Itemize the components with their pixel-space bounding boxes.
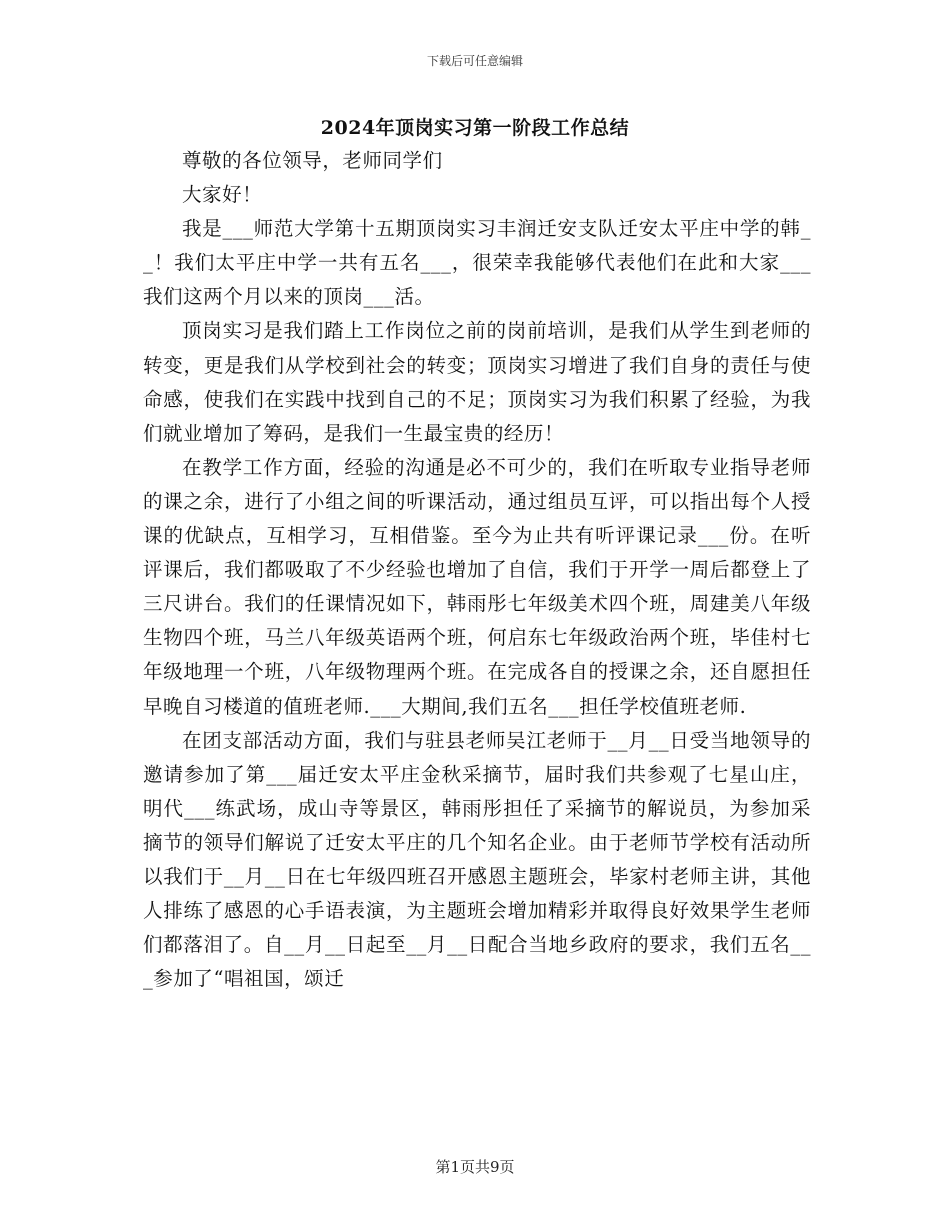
document-body (143, 144, 811, 996)
intro-paragraph: 我是___师范大学第十五期顶岗实习丰润迁安支队迁安太平庄中学的韩__！我们太平庄中学一共有五名___，很荣幸我能够代表他们在此和大家___我们这两个月以来的顶岗___活。 (143, 217, 811, 309)
page-footer-number: 第1页共9页 (435, 1158, 515, 1176)
salutation-paragraph: 尊敬的各位领导，老师同学们 (182, 149, 443, 172)
league-activities-paragraph: 在团支部活动方面，我们与驻县老师吴江老师于__月__日受当地领导的邀请参加了第___届迁安太平庄金秋采摘节，届时我们共参观了七星山庄，明代___练武场，成山寺等景区，韩雨彤担任了采摘节的解说员，为参加采摘节的领导们解说了迁安太平庄的几个知名企业。由于老师节学校有活动所以我们于__月__日在七年级四班召开感恩主题班会，毕家村老师主讲，其他人排练了感恩的心手语表演，为主题班会增加精彩并取得良好效果学生老师们都落泪了。自__月__日起至__月__日配合当地乡政府的要求，我们五名___参加了“唱祖国，颂迁 (143, 728, 811, 991)
teaching-work-paragraph: 在教学工作方面，经验的沟通是必不可少的，我们在听取专业指导老师的课之余，进行了小组之间的听课活动，通过组员互评，可以指出每个人授课的优缺点，互相学习，互相借鉴。至今为止共有听评课记录___份。在听评课后，我们都吸取了不少经验也增加了自信，我们于开学一周后都登上了三尺讲台。我们的任课情况如下，韩雨彤七年级美术四个班，周建美八年级生物四个班，马兰八年级英语两个班，何启东七年级政治两个班，毕佳村七年级地理一个班，八年级物理两个班。在完成各自的授课之余，还自愿担任早晚自习楼道的值班老师.___大期间,我们五名___担任学校值班老师. (143, 455, 811, 718)
document-title: 2024年顶岗实习第一阶段工作总结 (320, 117, 630, 139)
internship-meaning-paragraph: 顶岗实习是我们踏上工作岗位之前的岗前培训，是我们从学生到老师的转变，更是我们从学校到社会的转变；顶岗实习增进了我们自身的责任与使命感，使我们在实践中找到自己的不足；顶岗实习为我们积累了经验，为我们就业增加了筹码，是我们一生最宝贵的经历！ (143, 319, 811, 445)
page-header-note: 下载后可任意编辑 (426, 54, 523, 68)
greeting-paragraph: 大家好！ (182, 183, 263, 207)
